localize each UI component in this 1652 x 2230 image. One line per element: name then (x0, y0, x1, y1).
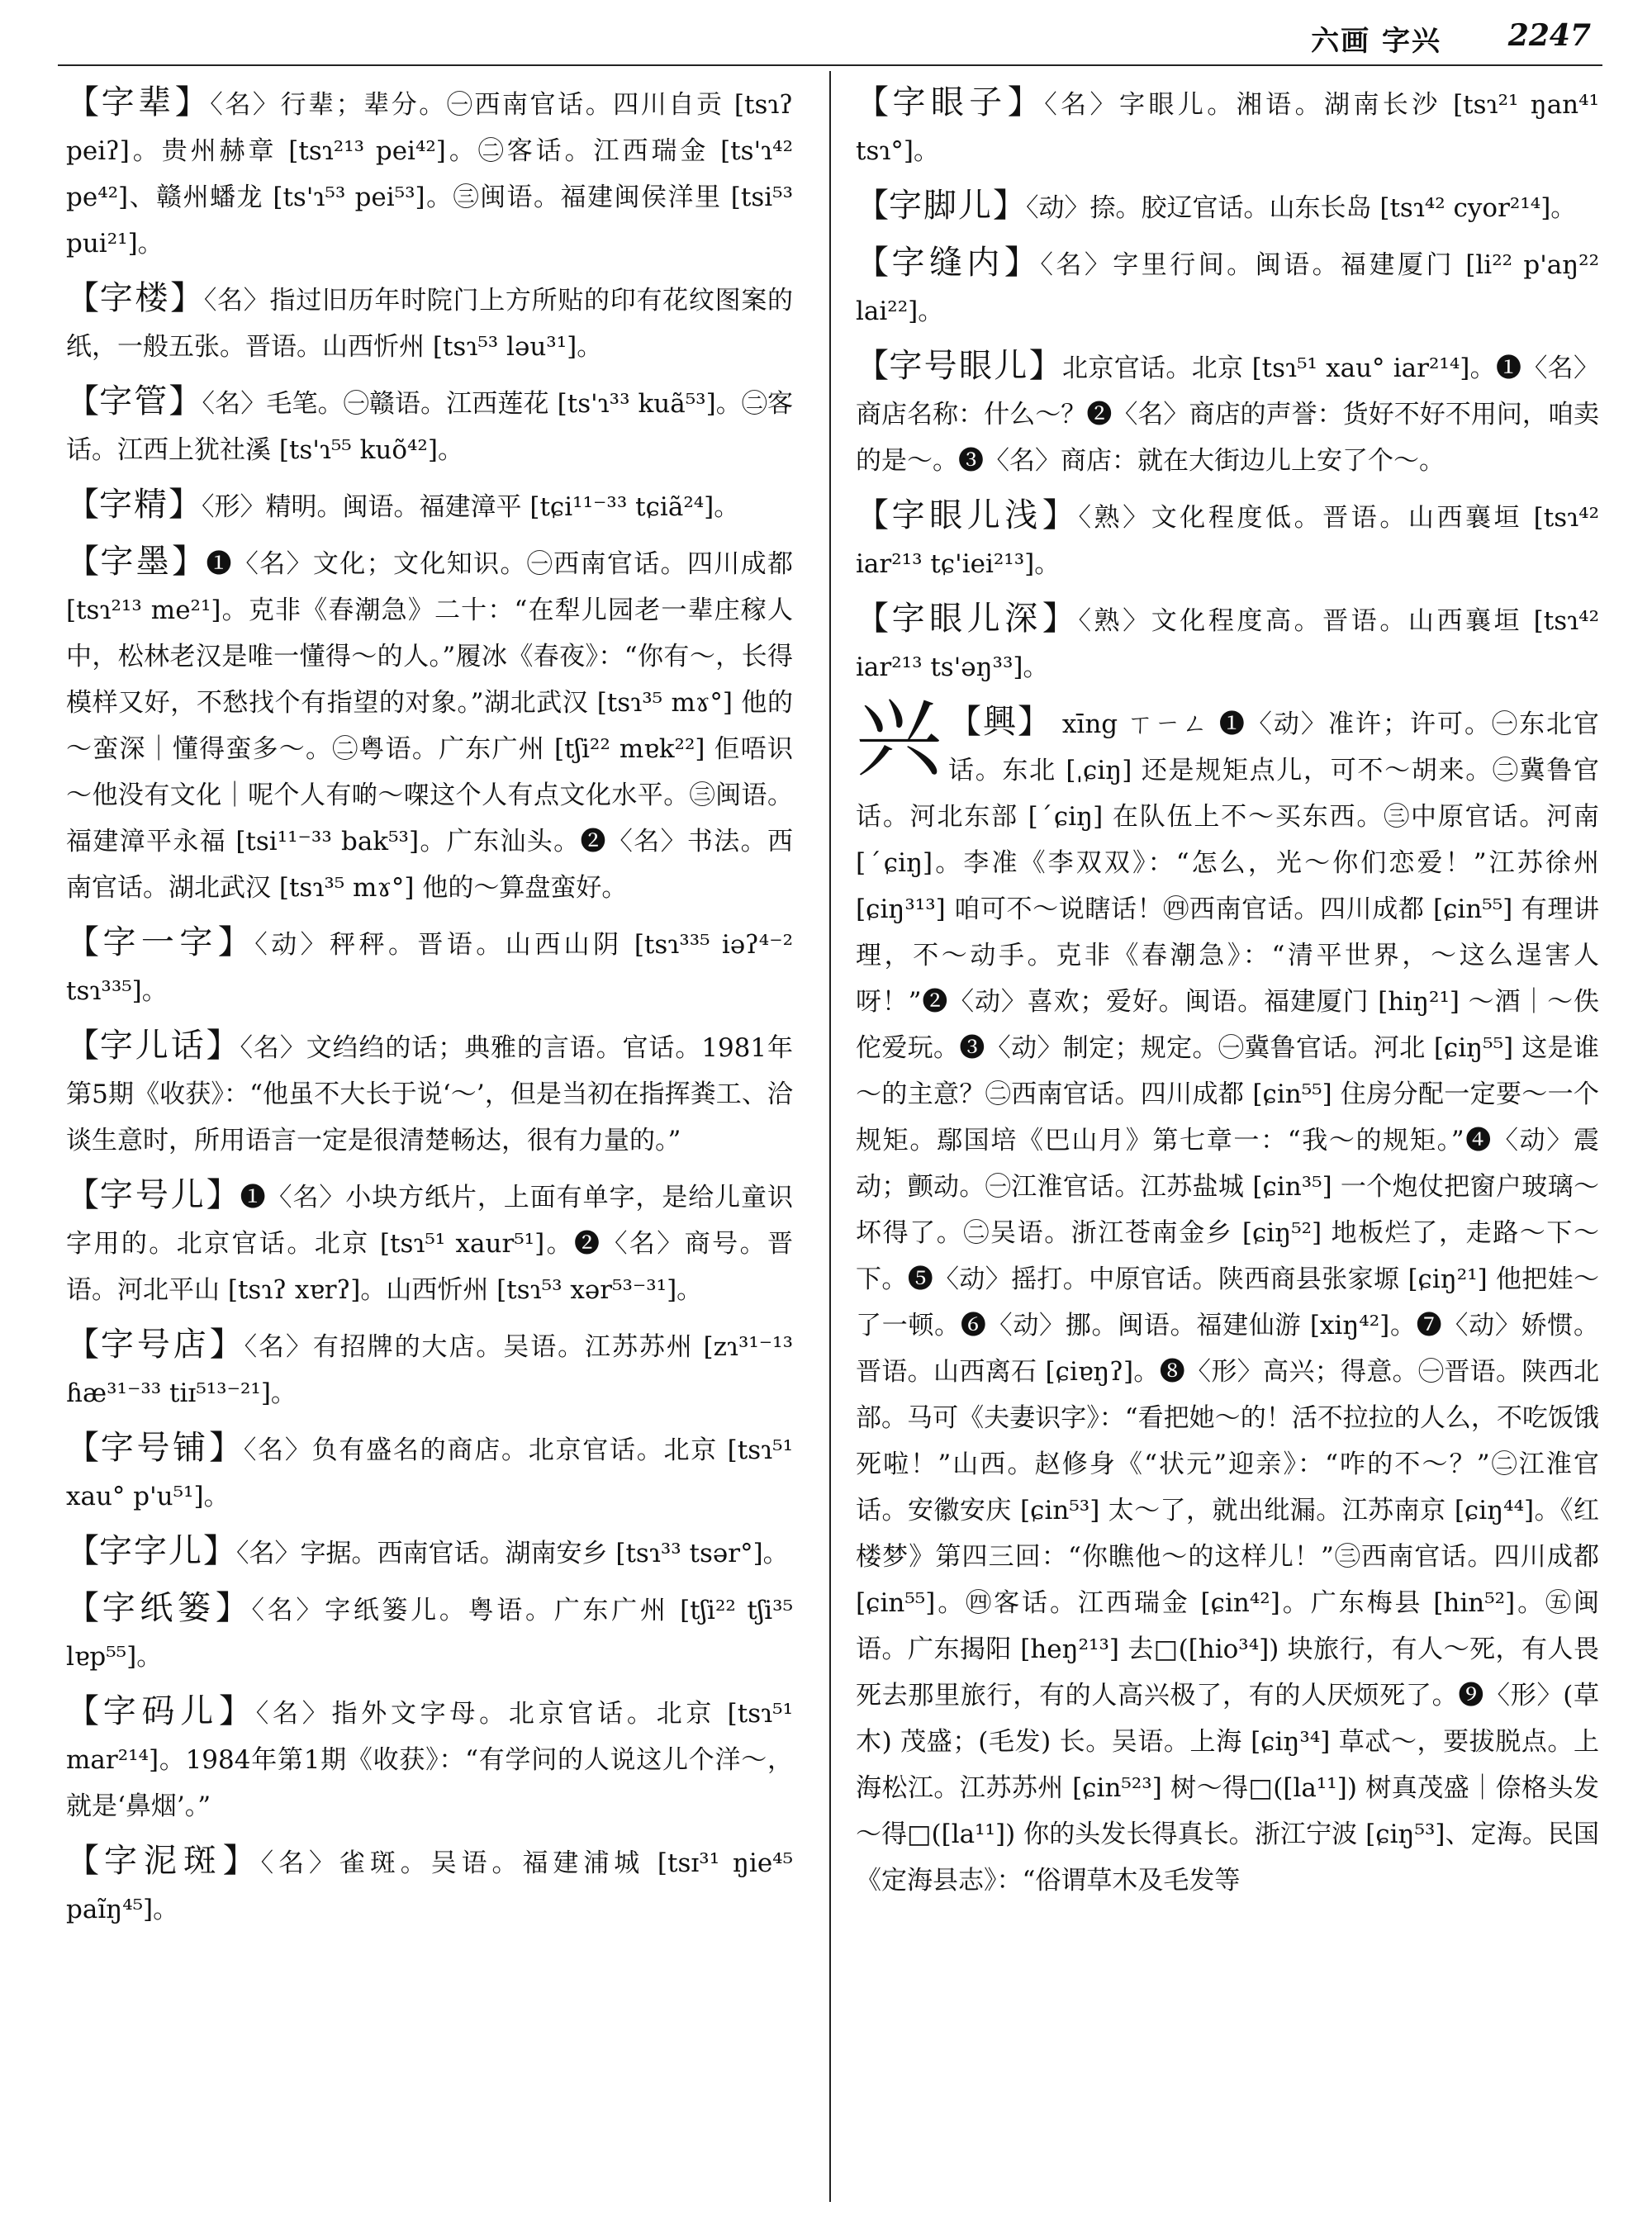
headword-bracket-close: 】 (209, 1429, 244, 1467)
headword: 字眼儿浅 (891, 496, 1042, 534)
entry-xing (856, 688, 1599, 1904)
page-header (0, 0, 1652, 58)
definition: ❶〈名〉文化；文化知识。㊀西南官话。四川成都 [tsɿ²¹³ me²¹]。克非《春潮急》二十：“在犁儿园老一辈庄稼人中，松林老汉是唯一懂得～的人。”履冰《春夜》：“你有～，长得模样又好，不愁找个有指望的对象。”湖北武汉 [tsɿ³⁵ mɤ°] 他的～蛮深｜懂得蛮多～。㊁粤语。广东广州 [tʃi²² mɐk²²] 佢唔识～他没有文化｜呢个人有啲～㗎这个人有点文化水平。㊂闽语。福建漳平永福 [tsi¹¹⁻³³ bak⁵³]。广东汕头。❷〈名〉书法。西南官话。湖北武汉 [tsɿ³⁵ mɤ°] 他的～算盘蛮好。 (66, 549, 793, 903)
headword-bracket-open: 【 (66, 1589, 102, 1627)
definition: ❶〈名〉小块方纸片，上面有单字，是给儿童识字用的。北京官话。北京 [tsɿ⁵¹ xaur⁵¹]。❷〈名〉商号。晋语。河北平山 [tsɿʔ xɐrʔ]。山西忻州 [tsɿ⁵³ xər⁵³⁻³¹]。 (66, 1183, 793, 1305)
definition: 〈名〉行辈；辈分。㊀西南官话。四川自贡 [tsɿʔ peiʔ]。贵州赫章 [tsɿ²¹³ pei⁴²]。㊁客话。江西瑞金 [ts'ɿ⁴² pe⁴²]、赣州蟠龙 [ts'ɿ⁵³ pei⁵³]。㊂闽语。福建闽侯洋里 [tsi⁵³ pui²¹]。 (66, 90, 793, 259)
left-column (66, 79, 793, 2218)
headword: 字一字 (102, 923, 218, 961)
definition: 北京官话。北京 [tsɿ⁵¹ xau° iar²¹⁴]。❶〈名〉商店名称：什么～？❷〈名〉商店的声誉：货好不好不用问，咱卖的是～。❸〈名〉商店：就在大街边儿上安了个～。 (856, 353, 1599, 476)
headword: 字泥斑 (103, 1842, 223, 1880)
headword-bracket-open: 【 (856, 244, 892, 282)
definition: 〈形〉精明。闽语。福建漳平 [tɕi¹¹⁻³³ tɕiã²⁴]。 (202, 492, 740, 522)
headword-bracket-open: 【 (66, 1176, 100, 1214)
headword-bracket-open: 【 (66, 1326, 101, 1364)
section-label: 六画 字兴 (1311, 25, 1441, 58)
headword-bracket-open: 【 (66, 1692, 103, 1730)
headword-bracket-close: 】 (170, 279, 204, 317)
headword-bracket-close: 】 (1007, 83, 1045, 121)
headword-bracket-close: 】 (206, 1176, 240, 1214)
dictionary-entry (66, 378, 793, 473)
headword: 字缝内 (891, 244, 1004, 282)
definition: 〈名〉字纸篓儿。粤语。广东广州 [tʃi²² tʃi³⁵ lɐp⁵⁵]。 (66, 1596, 793, 1672)
dictionary-entry (66, 79, 793, 267)
header-rule (58, 64, 1602, 66)
dictionary-entry (856, 240, 1599, 334)
headword-bracket-close: 】 (169, 382, 202, 420)
definition: 〈名〉负有盛名的商店。北京官话。北京 [tsɿ⁵¹ xau° p'u⁵¹]。 (66, 1435, 793, 1511)
xing-headword: 兴 (856, 688, 942, 789)
definition: 〈动〉捺。胶辽官话。山东长岛 [tsɿ⁴² cyor²¹⁴]。 (1026, 193, 1577, 223)
headword-bracket-open: 【 (66, 486, 99, 524)
headword: 字脚儿 (889, 187, 993, 225)
headword-bracket-open: 【 (66, 543, 101, 581)
headword-bracket-close: 】 (1004, 244, 1041, 282)
headword-bracket-close: 】 (174, 83, 211, 121)
headword-bracket-open: 【 (66, 83, 102, 121)
xing-pinyin: xīng ㄒㄧㄥ (1061, 709, 1210, 739)
dictionary-entry (856, 492, 1599, 587)
headword: 字纸篓 (102, 1589, 216, 1627)
column-divider (829, 71, 831, 2202)
headword: 字精 (99, 486, 169, 524)
headword-bracket-close: 】 (169, 486, 202, 524)
headword: 字码儿 (102, 1692, 219, 1730)
headword-bracket-close: 】 (1042, 600, 1079, 638)
headword: 字儿话 (99, 1027, 206, 1065)
headword-bracket-close: 】 (203, 1532, 236, 1570)
definition: 〈动〉秤秤。晋语。山西山阴 [tsɿ³³⁵ iəʔ⁴⁻² tsɿ³³⁵]。 (66, 930, 793, 1006)
headword-bracket-close: 】 (209, 1326, 244, 1364)
headword: 字号眼儿 (889, 347, 1029, 385)
dictionary-entry (66, 1172, 793, 1313)
definition: 〈熟〉文化程度高。晋语。山西襄垣 [tsɿ⁴² iar²¹³ ts'əŋ³³]。 (856, 606, 1599, 682)
headword: 字号铺 (100, 1429, 210, 1467)
headword-bracket-open: 【 (856, 83, 893, 121)
dictionary-entry (856, 595, 1599, 690)
headword: 字管 (99, 382, 169, 420)
headword: 字眼儿深 (891, 600, 1042, 638)
headword-bracket-open: 【 (856, 600, 892, 638)
headword: 字号店 (100, 1326, 210, 1364)
headword: 字字儿 (99, 1532, 203, 1570)
headword-bracket-open: 【 (66, 1027, 100, 1065)
definition: 〈名〉字眼儿。湘语。湖南长沙 [tsɿ²¹ ŋan⁴¹ tsɿ°]。 (856, 90, 1599, 166)
definition: 〈名〉指外文字母。北京官话。北京 [tsɿ⁵¹ mar²¹⁴]。1984年第1期《收获》：“有学问的人说这儿个洋～，就是‘鼻烟’。” (66, 1699, 793, 1821)
definition: 〈熟〉文化程度低。晋语。山西襄垣 [tsɿ⁴² iar²¹³ tɕ'iei²¹³]。 (856, 503, 1599, 579)
dictionary-entry (66, 1688, 793, 1829)
dictionary-entry (66, 482, 793, 530)
definition: 〈名〉毛笔。㊀赣语。江西莲花 [ts'ɿ³³ kuã⁵³]。㊁客话。江西上犹社溪 [ts'ɿ⁵⁵ kuõ⁴²]。 (66, 389, 793, 465)
headword-bracket-open: 【 (66, 1532, 99, 1570)
dictionary-entry (66, 1425, 793, 1520)
headword: 字楼 (99, 279, 171, 317)
headword: 字辈 (101, 83, 175, 121)
headword-bracket-open: 【 (66, 1842, 104, 1880)
dictionary-entry (66, 1528, 793, 1577)
headword-bracket-open: 【 (66, 923, 103, 961)
headword: 字眼子 (892, 83, 1008, 121)
definition: 〈名〉字里行间。闽语。福建厦门 [li²² p'aŋ²² lai²²]。 (856, 250, 1599, 326)
headword-bracket-open: 【 (856, 347, 890, 385)
xing-definition: ❶〈动〉准许；许可。㊀东北官话。东北 [ˌɕiŋ] 还是规矩点儿，可不～胡来。㊁冀鲁官话。河北东部 [ˊɕiŋ] 在队伍上不～买东西。㊂中原官话。河南 [ˊɕiŋ]。李准《李双双》：“怎么，光～你们恋爱！”江苏徐州 [ɕiŋ³¹³] 咱可不～说瞎话！㊃西南官话。四川成都 [ɕin⁵⁵] 有理讲理，不～动手。克非《春潮急》：“清平世界，～这么逞害人呀！”❷〈动〉喜欢；爱好。闽语。福建厦门 [hiŋ²¹] ～酒｜～佚佗爱玩。❸〈动〉制定；规定。㊀冀鲁官话。河北 [ɕiŋ⁵⁵] 这是谁～的主意？㊁西南官话。四川成都 [ɕin⁵⁵] 住房分配一定要～一个规矩。鄢国培《巴山月》第七章一：“我～的规矩。”❹〈动〉震动；颤动。㊀江淮官话。江苏盐城 [ɕin³⁵] 一个炮仗把窗户玻璃～坏得了。㊁吴语。浙江苍南金乡 [ɕiŋ⁵²] 地板烂了，走路～下～下。❺〈动〉摇打。中原官话。陕西商县张家塬 [ɕiŋ²¹] 他把娃～了一顿。❻〈动〉挪。闽语。福建仙游 [xiŋ⁴²]。❼〈动〉娇惯。晋语。山西离石 [ɕiɐŋʔ]。❽〈形〉高兴；得意。㊀晋语。陕西北部。马可《夫妻识字》：“看把她～的！活不拉拉的人么，不吃饭饿死啦！”山西。赵修身《“状元”迎亲》：“咋的不～？”㊁江淮官话。安徽安庆 [ɕin⁵³] 太～了，就出纰漏。江苏南京 [ɕiŋ⁴⁴]。《红楼梦》第四三回：“你瞧他～的这样儿！”㊂西南官话。四川成都 [ɕin⁵⁵]。㊃客话。江西瑞金 [ɕin⁴²]。广东梅县 [hin⁵²]。㊄闽语。广东揭阳 [heŋ²¹³] 去□([hio³⁴]) 块旅行，有人～死，有人畏死去那里旅行，有的人高兴极了，有的人厌烦死了。❾〈形〉(草木) 茂盛；(毛发) 长。吴语。上海 [ɕiŋ³⁴] 草忒～，要拔脱点。上海松江。江苏苏州 [ɕin⁵²³] 树～得□([la¹¹]) 树真茂盛｜倷格头发～得□([la¹¹]) 你的头发长得真长。浙江宁波 [ɕiŋ⁵³]、定海。民国《定海县志》：“俗谓草木及毛发等 (856, 709, 1599, 1896)
dictionary-entry (66, 1022, 793, 1164)
definition: 〈名〉有招牌的大店。吴语。江苏苏州 [zɿ³¹⁻¹³ ɦæ³¹⁻³³ tiɪ⁵¹³⁻²¹]。 (66, 1332, 793, 1408)
headword-bracket-open: 【 (856, 187, 889, 225)
headword-bracket-open: 【 (66, 279, 100, 317)
definition: 〈名〉雀斑。吴语。福建浦城 [tsɪ³¹ ŋie⁴⁵ paĩŋ⁴⁵]。 (66, 1848, 793, 1924)
definition: 〈名〉文绉绉的话；典雅的言语。官话。1981年第5期《收获》：“他虽不大长于说‘～’，但是当初在指挥粪工、洽谈生意时，所用语言一定是很清楚畅达，很有力量的。” (66, 1033, 793, 1155)
headword-bracket-close: 】 (222, 1842, 261, 1880)
xing-traditional: 【興】 (948, 703, 1053, 741)
page-number: 2247 (1507, 18, 1591, 53)
headword-bracket-close: 】 (215, 1589, 252, 1627)
definition: 〈名〉指过旧历年时院门上方所贴的印有花纹图案的纸，一般五张。晋语。山西忻州 [tsɿ⁵³ ləu³¹]。 (66, 286, 793, 362)
headword-bracket-close: 】 (217, 923, 255, 961)
dictionary-entry (66, 1321, 793, 1416)
dictionary-entry (856, 183, 1599, 231)
headword-bracket-close: 】 (172, 543, 206, 581)
dictionary-entry (66, 539, 793, 911)
headword: 字墨 (100, 543, 173, 581)
definition: 〈名〉字据。西南官话。湖南安乡 [tsɿ³³ tsər°]。 (236, 1539, 789, 1568)
headword-bracket-close: 】 (218, 1692, 256, 1730)
dictionary-entry (66, 919, 793, 1014)
right-column (856, 79, 1599, 2218)
dictionary-entry (66, 275, 793, 370)
headword-bracket-close: 】 (206, 1027, 240, 1065)
dictionary-entry (856, 79, 1599, 174)
dictionary-entry (856, 343, 1599, 484)
headword-bracket-close: 】 (1042, 496, 1079, 534)
headword-bracket-close: 】 (993, 187, 1026, 225)
headword-bracket-open: 【 (66, 382, 100, 420)
headword: 字号儿 (99, 1176, 206, 1214)
dictionary-entry (66, 1585, 793, 1680)
headword-bracket-close: 】 (1028, 347, 1063, 385)
headword-bracket-open: 【 (856, 496, 892, 534)
dictionary-entry (66, 1838, 793, 1933)
headword-bracket-open: 【 (66, 1429, 101, 1467)
